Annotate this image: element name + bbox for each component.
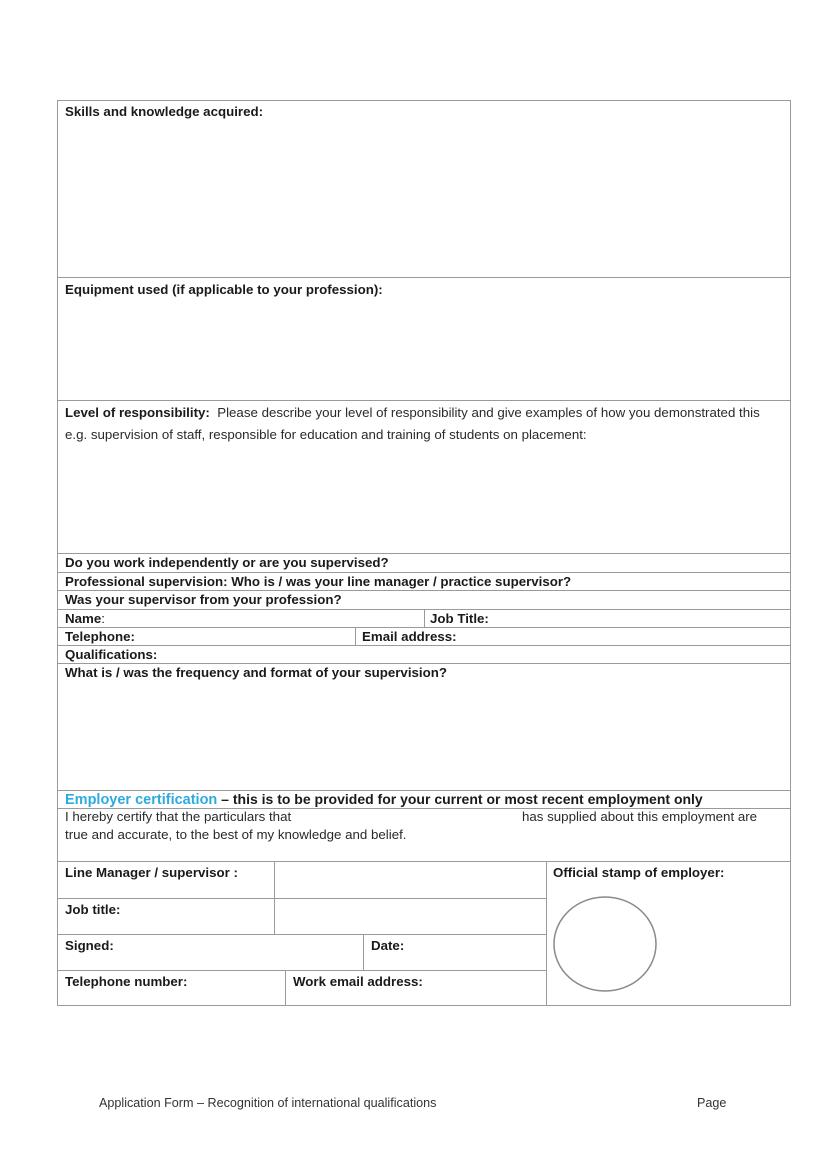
official-stamp-label: Official stamp of employer: — [553, 865, 725, 880]
job-title-label: Job Title: — [430, 611, 489, 626]
responsibility-block — [65, 402, 765, 445]
certify-text-line2: true and accurate, to the best of my knowledge and belief. — [65, 827, 407, 842]
responsibility-description: Please describe your level of responsibility and give examples of how you demonstrated this e.g. supervision of staff, responsible for education and training of students on placement: — [65, 405, 760, 442]
employer-certification-title: Employer certification — [65, 792, 218, 808]
employer-job-title-label: Job title: — [65, 902, 121, 917]
skills-answer-area[interactable] — [58, 121, 790, 276]
footer-page: Page — [697, 1096, 727, 1110]
telephone-label: Telephone: — [65, 629, 135, 644]
email-label: Email address: — [362, 629, 457, 644]
responsibility-label: Level of responsibility: — [65, 405, 210, 420]
column-divider — [546, 861, 547, 1006]
work-email-label: Work email address: — [293, 974, 423, 989]
employer-certification-heading — [65, 790, 703, 809]
name-colon: : — [101, 611, 105, 626]
professional-supervision-question: Professional supervision: Who is / was your line manager / practice supervisor? — [65, 574, 572, 589]
certify-text-part2: has supplied about this employment are — [522, 809, 758, 824]
date-label: Date: — [371, 938, 405, 953]
qualifications-label: Qualifications: — [65, 647, 158, 662]
stamp-circle-icon — [550, 893, 662, 995]
line-manager-field[interactable] — [275, 862, 545, 897]
row-divider — [57, 400, 791, 401]
line-manager-label: Line Manager / supervisor : — [65, 865, 238, 880]
stamp-ellipse — [554, 897, 656, 991]
employer-job-title-field[interactable] — [275, 899, 545, 933]
frequency-question: What is / was the frequency and format of your supervision? — [65, 665, 447, 680]
independent-question: Do you work independently or are you supervised? — [65, 555, 389, 570]
skills-label: Skills and knowledge acquired: — [65, 104, 264, 119]
equipment-label: Equipment used (if applicable to your profession): — [65, 282, 383, 297]
frequency-answer-area[interactable] — [58, 682, 790, 789]
applicant-name-field[interactable] — [320, 809, 520, 826]
column-divider — [363, 934, 364, 970]
column-divider — [424, 609, 425, 627]
row-divider — [57, 934, 546, 935]
employer-certification-subtitle: – this is to be provided for your current or most recent employment only — [217, 791, 703, 807]
equipment-answer-area[interactable] — [58, 299, 790, 399]
signed-label: Signed: — [65, 938, 114, 953]
row-divider — [57, 970, 546, 971]
telephone-number-label: Telephone number: — [65, 974, 188, 989]
name-label: Name — [65, 611, 102, 626]
responsibility-answer-area[interactable] — [58, 470, 790, 552]
column-divider — [285, 970, 286, 1006]
name-field[interactable] — [65, 610, 105, 628]
footer-title: Application Form – Recognition of international qualifications — [99, 1096, 437, 1110]
supervisor-profession-question: Was your supervisor from your profession? — [65, 592, 342, 607]
certify-text-part1: I hereby certify that the particulars that — [65, 809, 292, 824]
column-divider — [355, 627, 356, 645]
row-divider — [57, 277, 791, 278]
